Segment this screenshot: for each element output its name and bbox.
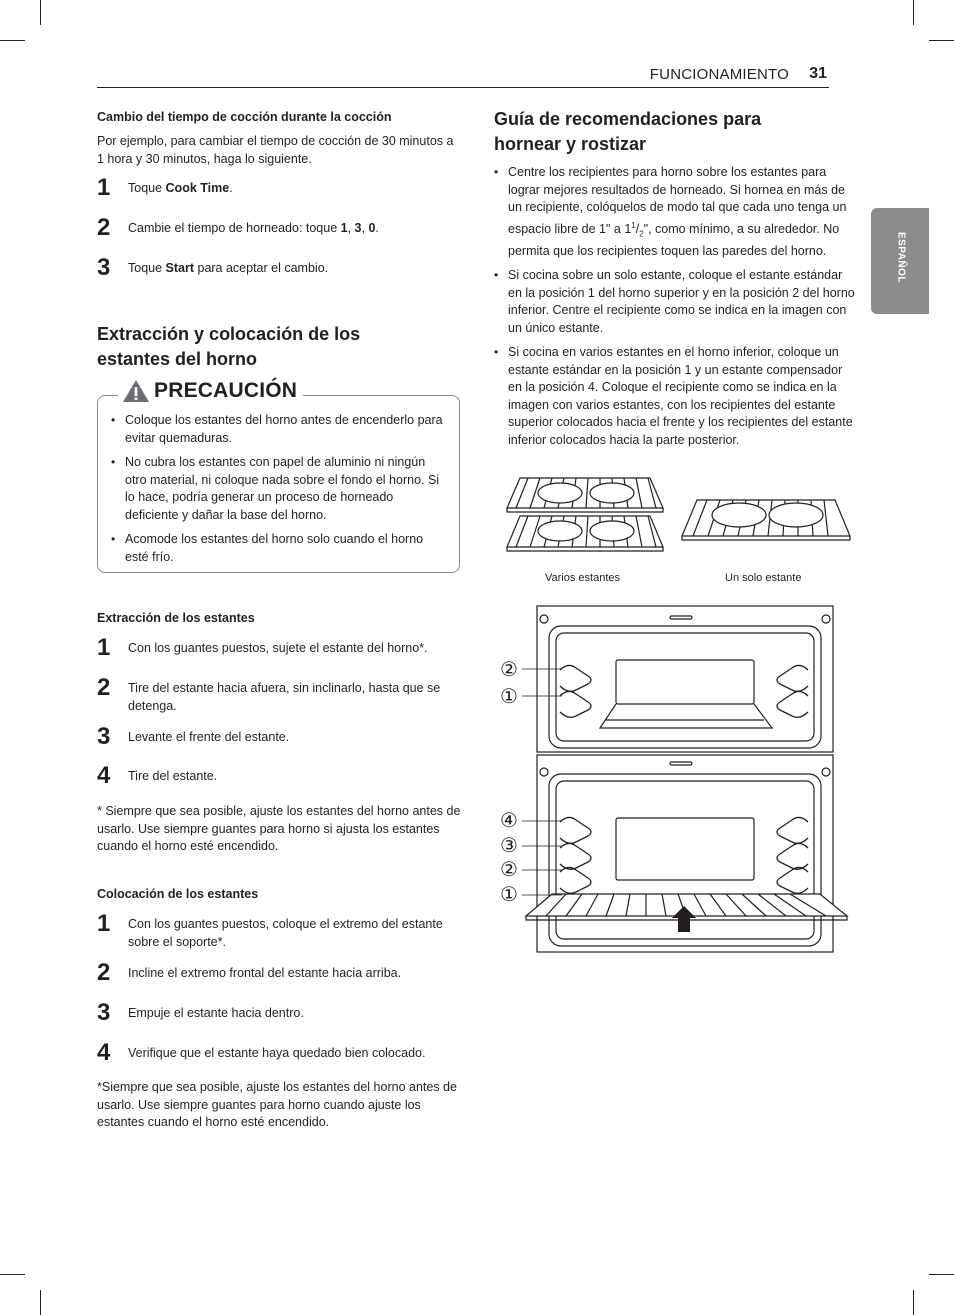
step-number: 2 <box>97 959 111 986</box>
step-text: Con los guantes puestos, coloque el extremo del estante sobre el soporte*. <box>128 917 443 949</box>
caution-item: • Coloque los estantes del horno antes de encenderlo para evitar quemaduras. <box>111 412 446 447</box>
guide-item: • Si cocina sobre un solo estante, coloque el estante estándar en la posición 1 del horno superior y en la posición 2 del horno inferior. Centre el recipiente como se indica en la imagen con un único estante. <box>494 267 859 337</box>
lower-rack-guides <box>560 817 808 893</box>
step-number: 2 <box>97 674 111 701</box>
step-text: Verifique que el estante haya quedado bien colocado. <box>128 1046 426 1060</box>
step-number: 1 <box>97 910 111 937</box>
guide-item: • Centre los recipientes para horno sobre los estantes para lograr mejores resultados de horneado. Si hornea en más de un recipiente, colóquelos de modo tal que cada uno tenga un espacio libre de 1" a $1^1/_2$", como mínimo, a su alrededor. No permita que los recipientes toquen las paredes del horno. <box>494 164 859 260</box>
step-text: Toque Start para aceptar el cambio. <box>128 261 329 275</box>
caution-item: • Acomode los estantes del horno solo cuando el horno esté frío. <box>111 531 446 566</box>
single-rack <box>682 500 850 540</box>
removal-heading: Extracción de los estantes <box>97 611 255 625</box>
rack-position-label: ③ <box>500 835 518 857</box>
step-number: 2 <box>97 214 111 241</box>
change-time-heading: Cambio del tiempo de cocción durante la cocción <box>97 110 392 124</box>
warning-icon <box>122 379 150 403</box>
crop-mark <box>929 1274 954 1275</box>
crop-mark <box>913 0 914 25</box>
caution-box <box>97 379 460 573</box>
caution-item: • No cubra los estantes con papel de aluminio ni ningún otro material, ni coloque nada sobre el fondo el horno. Si lo hace, podría generar un proceso de horneado deficiente y dañar la base del horno. <box>111 454 446 524</box>
change-time-intro: Por ejemplo, para cambiar el tiempo de cocción de 30 minutos a 1 hora y 30 minutos, haga lo siguiente. <box>97 134 454 166</box>
crop-mark <box>0 1274 25 1275</box>
racks-title: Extracción y colocación de los estantes del horno <box>97 324 361 369</box>
caution-list <box>111 412 446 566</box>
caption-multi: Varios estantes <box>545 572 621 584</box>
rack-position-label: ④ <box>500 810 518 832</box>
crop-mark <box>40 1290 41 1315</box>
step-text: Incline el extremo frontal del estante hacia arriba. <box>128 966 402 980</box>
caution-title: PRECAUCIÓN <box>118 379 303 403</box>
oven-diagram <box>490 600 855 960</box>
header-section: FUNCIONAMIENTO <box>649 66 789 83</box>
step-number: 1 <box>97 174 111 201</box>
crop-mark <box>913 1290 914 1315</box>
caption-single: Un solo estante <box>725 572 802 584</box>
language-tab-label: ESPAÑOL <box>895 231 907 284</box>
multi-rack-top <box>507 478 663 512</box>
removal-note: * Siempre que sea posible, ajuste los estantes del horno antes de usarlo. Use siempre guantes para horno si ajusta los estantes cuando el horno esté encendido. <box>97 804 461 853</box>
placement-heading: Colocación de los estantes <box>97 887 259 901</box>
crop-mark <box>0 40 25 41</box>
step-text: Tire del estante. <box>128 769 218 783</box>
step-text: Cambie el tiempo de horneado: toque 1, 3, 0. <box>128 221 379 235</box>
rack-position-label: ② <box>500 659 518 681</box>
multi-rack-bottom <box>507 516 663 551</box>
rack-illustration <box>500 470 860 560</box>
page-header <box>97 62 829 88</box>
page-number: 31 <box>809 65 827 82</box>
placement-note: *Siempre que sea posible, ajuste los estantes del horno antes de usarlo. Use siempre guantes para horno cuando ajuste los estantes cuando el horno esté encendido. <box>97 1080 457 1129</box>
step-text: Toque Cook Time. <box>128 181 233 195</box>
step-number: 1 <box>97 634 111 661</box>
guide-title: Guía de recomendaciones para hornear y rostizar <box>494 109 762 154</box>
rack-position-label: ① <box>500 884 518 906</box>
step-number: 4 <box>97 1039 111 1066</box>
step-text: Empuje el estante hacia dentro. <box>128 1006 304 1020</box>
step-number: 3 <box>97 723 111 750</box>
step-number: 3 <box>97 254 111 281</box>
rack-position-label: ② <box>500 859 518 881</box>
step-text: Con los guantes puestos, sujete el estante del horno*. <box>128 641 428 655</box>
step-text: Levante el frente del estante. <box>128 730 290 744</box>
rack-position-label: ① <box>500 686 518 708</box>
upper-oven <box>537 606 833 752</box>
guide-item: • Si cocina en varios estantes en el horno inferior, coloque un estante estándar en la posición 1 y un estante compensador en la posición 4. Coloque el recipiente como se indica en la imagen con varios estantes, con los recipientes del estante superior colocados hacia el frente y los recipientes del estante inferior colocados hacia la parte posterior. <box>494 344 859 449</box>
step-number: 3 <box>97 999 111 1026</box>
crop-mark <box>40 0 41 25</box>
guide-list <box>494 164 859 449</box>
upper-rack-guides <box>560 665 808 717</box>
language-tab <box>871 208 929 314</box>
crop-mark <box>929 40 954 41</box>
step-text: Tire del estante hacia afuera, sin inclinarlo, hasta que se detenga. <box>128 681 441 713</box>
step-number: 4 <box>97 762 111 789</box>
